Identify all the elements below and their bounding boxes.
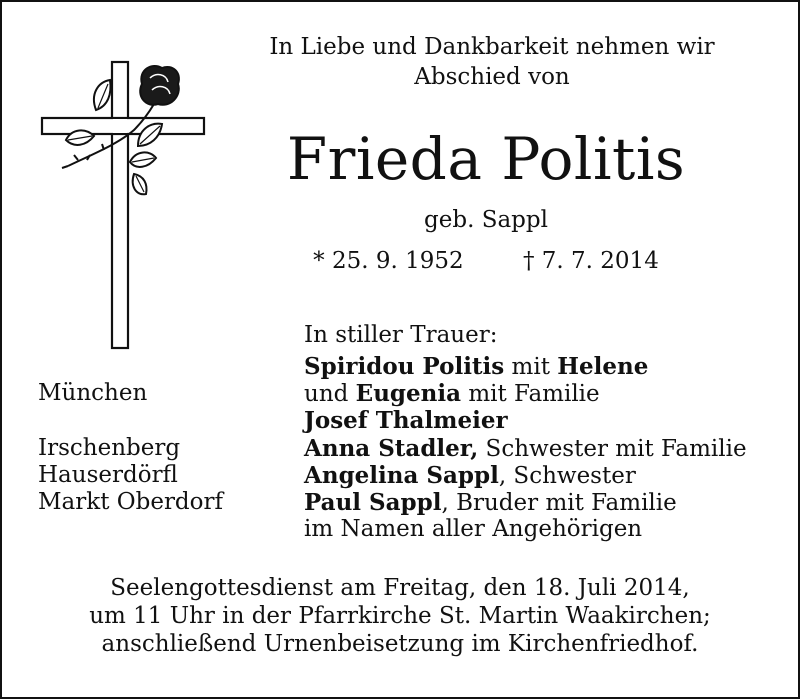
- mourner-text: im Namen aller Angehörigen: [304, 516, 643, 542]
- intro-line: In Liebe und Dankbarkeit nehmen wir: [269, 34, 715, 60]
- mourner-place: Irschenberg: [38, 435, 181, 461]
- mourner-name: Paul Sappl: [304, 489, 442, 516]
- mourner-place: Hauserdörfl: [38, 462, 178, 488]
- service-line: anschließend Urnenbeisetzung im Kirchenfriedhof.: [101, 631, 699, 657]
- mourner-name: Helene: [557, 353, 649, 380]
- mourner-entry: [304, 380, 600, 408]
- mourner-text: und: [304, 381, 356, 407]
- mourner-text: , Schwester: [498, 463, 636, 489]
- mourner-text: , Bruder mit Familie: [441, 490, 677, 516]
- mourner-text: Schwester mit Familie: [478, 436, 747, 462]
- mourner-entry: [304, 407, 508, 435]
- mourner-entry: [304, 353, 648, 381]
- deceased-name: Frieda Politis: [286, 125, 686, 193]
- mourner-place: Markt Oberdorf: [38, 489, 224, 515]
- service-line: um 11 Uhr in der Pfarrkirche St. Martin Waakirchen;: [89, 603, 711, 629]
- cross-with-rose-icon: [38, 54, 208, 350]
- intro-text: [192, 32, 792, 92]
- mourner-name: Josef Thalmeier: [304, 407, 508, 434]
- mourner-name: Spiridou Politis: [304, 353, 505, 380]
- mourner-entry: [304, 435, 747, 463]
- birth-date: * 25. 9. 1952: [313, 248, 464, 274]
- mourner-text: mit Familie: [461, 381, 600, 407]
- mourners-heading: In stiller Trauer:: [304, 322, 498, 348]
- mourner-name: Anna Stadler,: [304, 435, 479, 462]
- death-date: † 7. 7. 2014: [522, 248, 659, 274]
- mourner-text: mit: [504, 354, 558, 380]
- mourner-entry: [304, 516, 642, 543]
- birth-name: geb. Sappl: [424, 207, 548, 233]
- intro-line: Abschied von: [414, 64, 570, 90]
- mourner-entry: [304, 462, 636, 490]
- cross-icon: [112, 62, 128, 348]
- life-dates: [186, 248, 786, 274]
- service-line: Seelengottesdienst am Freitag, den 18. Juli 2014,: [110, 575, 690, 601]
- mourner-entry: [304, 489, 677, 517]
- mourner-name: Eugenia: [355, 380, 462, 407]
- mourner-place: München: [38, 380, 148, 406]
- mourner-name: Angelina Sappl: [304, 462, 499, 489]
- service-info: [2, 574, 798, 658]
